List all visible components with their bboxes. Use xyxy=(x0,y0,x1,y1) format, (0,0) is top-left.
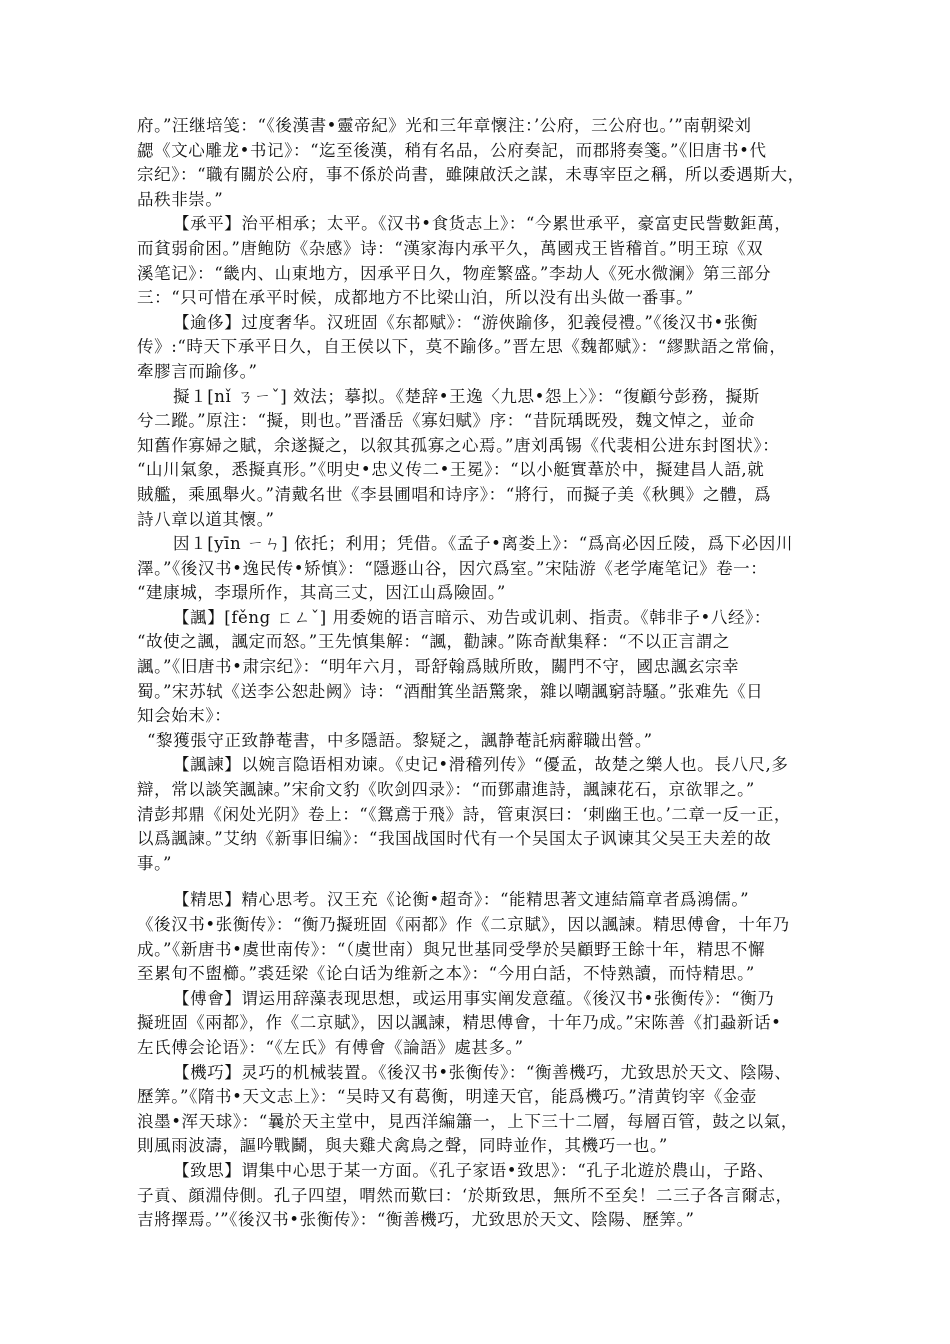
entry-feng: 【諷】[fěng ㄈㄥˇ] 用委婉的语言暗示、劝告或讥刺、指责。《韩非子•八经》： xyxy=(173,607,772,627)
entry-ni: 擬１[nǐ ㄋㄧˇ] 效法；摹拟。《楚辞•王逸〈九思•怨上〉》：“復顧兮彭務，擬斯 xyxy=(173,386,760,406)
text-line: 至累旬不盥櫛。”裘廷梁《论白话为维新之本》：“今用白話，不恃熟讀，而恃精思。” xyxy=(137,964,755,984)
entry-fengjian: 【諷諫】以婉言隐语相劝谏。《史记•滑稽列传》“優孟，故楚之樂人也。長八尺,多 xyxy=(173,755,789,775)
text-line: 品秩非崇。” xyxy=(137,189,224,209)
text-line: 浪墨•浑天球》：“曩於天主堂中，見西洋編簫一，上下三十二層，每層百管，鼓之以氣， xyxy=(137,1111,798,1131)
text-line: 蜀。”宋苏轼《送李公恕赴阙》诗：“酒酣箕坐語驚衆，雜以嘲諷窮詩騷。”张难先《日 xyxy=(137,681,764,701)
text-line: “故使之諷，諷定而怒。”王先慎集解：“諷，勸諫。”陈奇猷集释：“不以正言謂之 xyxy=(137,632,730,652)
text-line: 歷筭。”《隋书•天文志上》：“吴時又有葛衡，明達天官，能爲機巧。”清黄钧宰《金壶 xyxy=(137,1087,758,1107)
text-line: 勰《文心雕龙•书记》：“迄至後漢，稍有名品，公府奏記，而郡將奏箋。”《旧唐书•代 xyxy=(137,140,767,160)
entry-jiqiao: 【機巧】灵巧的机械装置。《後汉书•张衡传》：“衡善機巧，尤致思於天文、陰陽、 xyxy=(173,1062,792,1082)
text-line: 知舊作寡婦之賦，余遂擬之，以叙其孤寡之心焉。”唐刘禹锡《代裴相公进东封图状》： xyxy=(137,435,780,455)
text-line: “山川氣象，悉擬真形。”《明史•忠义传二•王冕》：“以小艇實葦於中，擬建昌人語,就 xyxy=(137,460,765,480)
text-line: 澤。”《後汉书•逸民传•矫慎》：“隱遯山谷，因穴爲室。”宋陆游《老学庵笔记》卷一： xyxy=(137,558,768,578)
text-line: 府。”汪继培笺：“《後漢書•靈帝紀》光和三年章懷注：’公府，三公府也。’”南朝梁刘 xyxy=(137,116,752,135)
text-line: 成。”《新唐书•虞世南传》：“（虞世南）與兄世基同受學於吴顧野王餘十年，精思不懈 xyxy=(137,939,766,959)
text-line: 辯，常以談笑諷諫。”宋俞文豹《吹剑四录》：“而鄧肅進詩，諷諫花石，京欲罪之。” xyxy=(137,780,755,800)
entry-yin: 因１[yīn ㄧㄣ] 依托；利用；凭借。《孟子•离娄上》：“爲高必因丘陵，爲下必因川 xyxy=(173,534,793,554)
text-line: 《後汉书•张衡传》：“衡乃擬班固《兩都》作《二京賦》，因以諷諫。精思傅會，十年乃 xyxy=(137,915,790,934)
text-line: 詩八章以道其懷。” xyxy=(137,509,275,529)
text-line: 諷。”《旧唐书•肃宗纪》：“明年六月，哥舒翰爲賊所敗，關門不守，國忠諷玄宗幸 xyxy=(137,657,740,677)
text-line: 传》:“時天下承平日久，自王侯以下，莫不踰侈。”晋左思《魏都赋》：“繆默語之常倫， xyxy=(137,337,787,357)
text-line: 知会始末》： xyxy=(137,706,232,726)
text-line: 以爲諷諫。”艾纳《新事旧编》：“我国战国时代有一个吴国太子讽谏其父吴王夫差的故 xyxy=(137,829,772,849)
text-line: 賊艦，乘風舉火。”清戴名世《李县圃唱和诗序》：“將行，而擬子美《秋興》之體，爲 xyxy=(137,484,772,504)
text-line: 擬班固《兩都》，作《二京賦》，因以諷諫，精思傅會，十年乃成。”宋陈善《扪蝨新话• xyxy=(137,1013,782,1033)
text-line: 子貢、顔淵侍側。孔子四望，喟然而歎曰：‘於斯致思，無所不至矣！二三子各言爾志， xyxy=(137,1185,793,1205)
text-line: 則風雨波濤，謳吟戰鬭，與夫雞犬禽鳥之聲，同時並作，其機巧一也。” xyxy=(137,1136,668,1156)
entry-fuhui: 【傅會】谓运用辞藻表现思想，或运用事实阐发意蕴。《後汉书•张衡传》：“衡乃 xyxy=(173,988,775,1008)
document-page xyxy=(137,114,827,1233)
text-line: 而貧弱俞困。”唐鲍防《杂感》诗：“漢家海内承平久，萬國戎王皆稽首。”明王琼《双 xyxy=(137,238,764,258)
entry-jingsi: 【精思】精心思考。汉王充《论衡•超奇》：“能精思著文連結篇章者爲鴻儒。” xyxy=(173,890,750,910)
text-line: 清彭邦鼎《闲处光阴》卷上：“《鴛鳶于飛》詩，管東溟曰：‘刺幽王也。’二章一反一正， xyxy=(137,804,792,824)
text-line: 左氏傅会论语》：“《左氏》有傅會《論語》處甚多。” xyxy=(137,1037,524,1057)
text-line: 三：“只可惜在承平时候，成都地方不比梁山泊，所以没有出头做一番事。” xyxy=(137,288,695,308)
text-line: 吉將擇焉。’”《後汉书•张衡传》：“衡善機巧，尤致思於天文、陰陽、歷筭。” xyxy=(137,1210,695,1230)
text-line: “建康城，李璟所作，其高三丈，因江山爲險固。” xyxy=(137,583,506,603)
text-line: 事。” xyxy=(137,853,172,873)
entry-zhisi: 【致思】谓集中心思于某一方面。《孔子家语•致思》：“孔子北遊於農山，子路、 xyxy=(173,1160,775,1180)
entry-chengping: 【承平】治平相承；太平。《汉书•食货志上》：“今累世承平，豪富吏民訾數鉅萬， xyxy=(173,214,792,234)
entry-yuchi: 【逾侈】过度奢华。汉班固《东都赋》：“游俠踰侈，犯義侵禮。”《後汉书•张衡 xyxy=(173,312,759,332)
text-line: 牽膠言而踰侈。” xyxy=(137,361,258,381)
text-line: 宗纪》：“職有關於公府，事不係於尚書，雖陳啟沃之謀，未專宰臣之稱，所以委遇斯大， xyxy=(137,165,805,185)
text-line: 兮二蹤。”原注：“擬，則也。”晋潘岳《寡妇赋》序：“昔阮瑀既殁，魏文悼之，並命 xyxy=(137,411,756,431)
text-line: “黎獲張守正致静菴書，中多隱語。黎疑之，諷静菴託病辭職出營。” xyxy=(147,730,653,750)
text-line: 溪笔记》：“畿内、山東地方，因承平日久，物産繁盛。”李劫人《死水微澜》第三部分 xyxy=(137,263,772,283)
